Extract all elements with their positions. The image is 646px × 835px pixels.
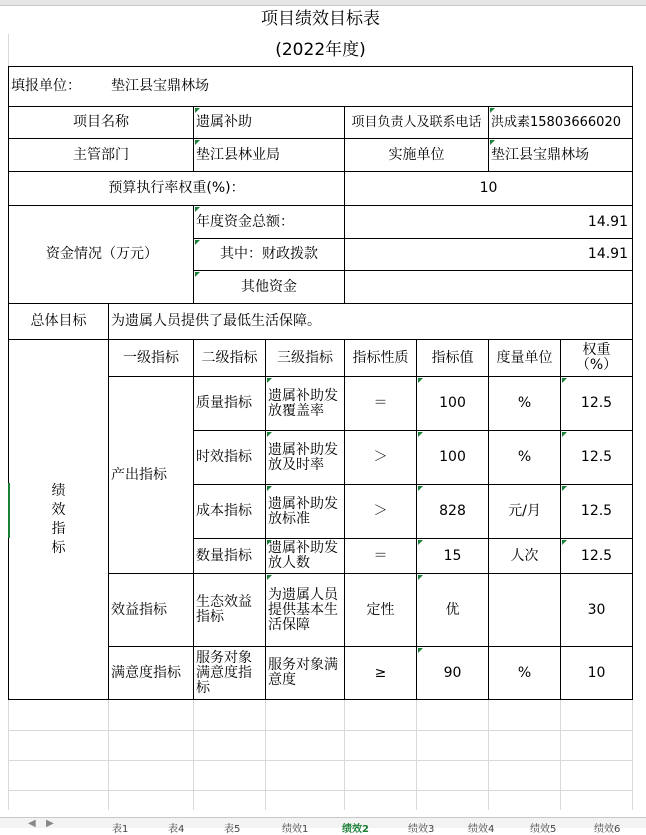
funds-label <box>9 206 194 304</box>
page-title: 项目绩效目标表 <box>261 9 380 29</box>
row-value: 90 <box>417 647 489 700</box>
sheet-tab[interactable]: 绩效4 <box>468 824 495 835</box>
row-value: 15 <box>417 539 489 574</box>
row-weight: 12.5 <box>561 539 633 574</box>
sheet-tab[interactable]: 绩效3 <box>408 824 435 835</box>
filler-value: 垫江县宝鼎林场 <box>109 67 633 107</box>
row-nature: ＝ <box>345 539 417 574</box>
row-level2: 成本指标 <box>194 485 266 539</box>
gridline <box>265 700 266 810</box>
row-unit: % <box>489 377 561 431</box>
gridline <box>632 700 633 810</box>
gridline <box>108 700 109 810</box>
page-year: (2022年度) <box>275 39 366 60</box>
row-weight: 10 <box>561 647 633 700</box>
header-unit: 度量单位 <box>489 340 561 377</box>
header-level1: 一级指标 <box>109 340 194 377</box>
sheet-tab-bar <box>0 817 646 835</box>
gridline <box>8 790 633 791</box>
row-nature: ＞ <box>345 485 417 539</box>
sheet-tab[interactable]: 表4 <box>168 824 185 835</box>
sheet-tab[interactable]: 表1 <box>112 824 129 835</box>
row-value: 优 <box>417 574 489 647</box>
perf-label-text: 绩效指标 <box>51 482 66 556</box>
gridline <box>8 730 633 731</box>
row-level3: 服务对象满意度 <box>266 647 345 700</box>
sheet-tab[interactable]: 绩效1 <box>282 824 309 835</box>
dept-label: 主管部门 <box>9 139 194 172</box>
row-level2: 时效指标 <box>194 431 266 485</box>
project-name-value: 遗属补助 <box>194 107 345 139</box>
row-nature: ≥ <box>345 647 417 700</box>
funds-label-text: 资金情况（万元） <box>46 246 158 262</box>
manager-label: 项目负责人及联系电话 <box>345 107 489 139</box>
row-level2: 质量指标 <box>194 377 266 431</box>
header-level3: 三级指标 <box>266 340 345 377</box>
row-level3: 遗属补助发放人数 <box>266 539 345 574</box>
row-weight: 12.5 <box>561 431 633 485</box>
row-value: 828 <box>417 485 489 539</box>
row-value: 100 <box>417 431 489 485</box>
row-nature: ＞ <box>345 431 417 485</box>
row-unit <box>489 574 561 647</box>
row-value: 100 <box>417 377 489 431</box>
row-weight: 12.5 <box>561 485 633 539</box>
weight-value: 10 <box>345 172 633 206</box>
funds-fiscal-value: 14.91 <box>345 239 633 271</box>
funds-other-label: 其他资金 <box>194 271 345 304</box>
row-unit: % <box>489 431 561 485</box>
sheet-tab[interactable]: 绩效5 <box>530 824 557 835</box>
perf-label <box>9 340 109 700</box>
level1-benefit: 效益指标 <box>109 574 194 647</box>
row-level3: 为遗属人员提供基本生活保障 <box>266 574 345 647</box>
row-level3: 遗属补助发放及时率 <box>266 431 345 485</box>
gridline <box>416 700 417 810</box>
weight-label: 预算执行率权重(%)： <box>9 172 345 206</box>
gridline <box>8 760 633 761</box>
goal-value: 为遗属人员提供了最低生活保障。 <box>109 304 633 340</box>
funds-fiscal-label: 其中：财政拨款 <box>194 239 345 271</box>
impl-value: 垫江县宝鼎林场 <box>489 139 633 172</box>
row-nature: ＝ <box>345 377 417 431</box>
row-unit: 人次 <box>489 539 561 574</box>
header-value: 指标值 <box>417 340 489 377</box>
header-level2: 二级指标 <box>194 340 266 377</box>
gridline <box>193 700 194 810</box>
row-level2: 服务对象满意度指标 <box>194 647 266 700</box>
row-unit: % <box>489 647 561 700</box>
level1-output: 产出指标 <box>109 377 194 574</box>
manager-value: 洪成素15803666020 <box>489 107 633 139</box>
header-weight-text: 权重（%） <box>575 342 618 373</box>
row-selection-marker <box>8 483 10 538</box>
tab-scroll-right-icon[interactable]: ▶ <box>46 818 54 829</box>
gridline <box>488 700 489 810</box>
row-level3: 遗属补助发放覆盖率 <box>266 377 345 431</box>
row-level2: 生态效益指标 <box>194 574 266 647</box>
row-level2: 数量指标 <box>194 539 266 574</box>
level1-satisfaction: 满意度指标 <box>109 647 194 700</box>
project-name-label: 项目名称 <box>9 107 194 139</box>
row-weight: 30 <box>561 574 633 647</box>
funds-total-value: 14.91 <box>345 206 633 239</box>
dept-value: 垫江县林业局 <box>194 139 345 172</box>
row-level3: 遗属补助发放标准 <box>266 485 345 539</box>
filler-label: 填报单位： <box>9 67 109 107</box>
funds-other-value <box>345 271 633 304</box>
tab-scroll-left-icon[interactable]: ◀ <box>28 818 36 829</box>
funds-total-label: 年度资金总额： <box>194 206 345 239</box>
row-nature: 定性 <box>345 574 417 647</box>
goal-label: 总体目标 <box>9 304 109 340</box>
sheet-tab[interactable]: 绩效6 <box>594 824 621 835</box>
header-weight <box>561 340 633 377</box>
sheet-tab[interactable]: 表5 <box>224 824 241 835</box>
header-nature: 指标性质 <box>345 340 417 377</box>
impl-label: 实施单位 <box>345 139 489 172</box>
gridline <box>560 700 561 810</box>
row-unit: 元/月 <box>489 485 561 539</box>
gridline <box>344 700 345 810</box>
sheet-tab-active[interactable]: 绩效2 <box>342 824 369 835</box>
row-weight: 12.5 <box>561 377 633 431</box>
gridline <box>8 700 9 810</box>
